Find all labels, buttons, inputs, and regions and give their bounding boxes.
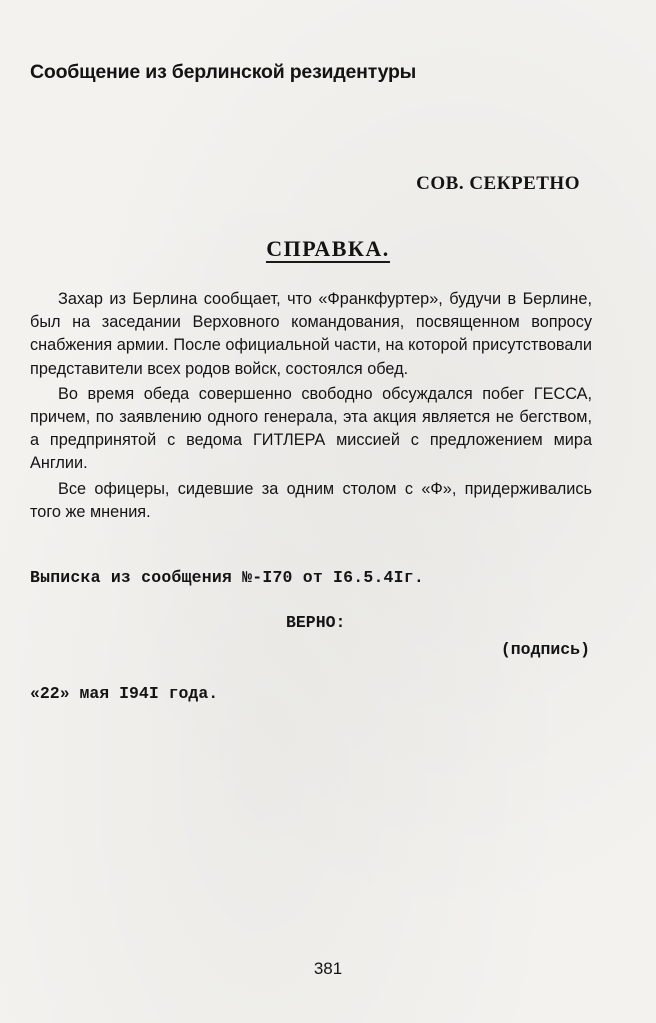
body-paragraph: Во время обеда совершенно свободно обсуждался побег ГЕССА, причем, по заявлению одного генерала, эта акция является не бегством, а предпринятой с ведома ГИТЛЕРА миссией с предложением мира Англии. bbox=[30, 384, 592, 473]
extract-reference: Выписка из сообщения №-I70 от I6.5.4Iг. bbox=[30, 568, 424, 587]
document-title bbox=[0, 236, 656, 262]
document-title-text: СПРАВКА. bbox=[266, 236, 390, 261]
classification-stamp: СОВ. СЕКРЕТНО bbox=[416, 173, 580, 194]
document-date: «22» мая I94I года. bbox=[30, 684, 219, 703]
page-number: 381 bbox=[313, 959, 343, 978]
signature-placeholder: (подпись) bbox=[500, 640, 590, 659]
body-paragraph: Все офицеры, сидевшие за одним столом с «Ф», придерживались того же мнения. bbox=[30, 479, 592, 521]
document-body bbox=[30, 288, 592, 526]
body-paragraph: Захар из Берлина сообщает, что «Франкфуртер», будучи в Берлине, был на заседании Верховного командования, посвященном вопросу снабжения армии. После официальной части, на которой присутствовали представители всех родов войск, состоялся обед. bbox=[30, 290, 592, 378]
show-through-texture bbox=[40, 120, 44, 138]
verified-label: ВЕРНО: bbox=[286, 613, 346, 632]
section-header: Сообщение из берлинской резидентуры bbox=[30, 61, 417, 83]
